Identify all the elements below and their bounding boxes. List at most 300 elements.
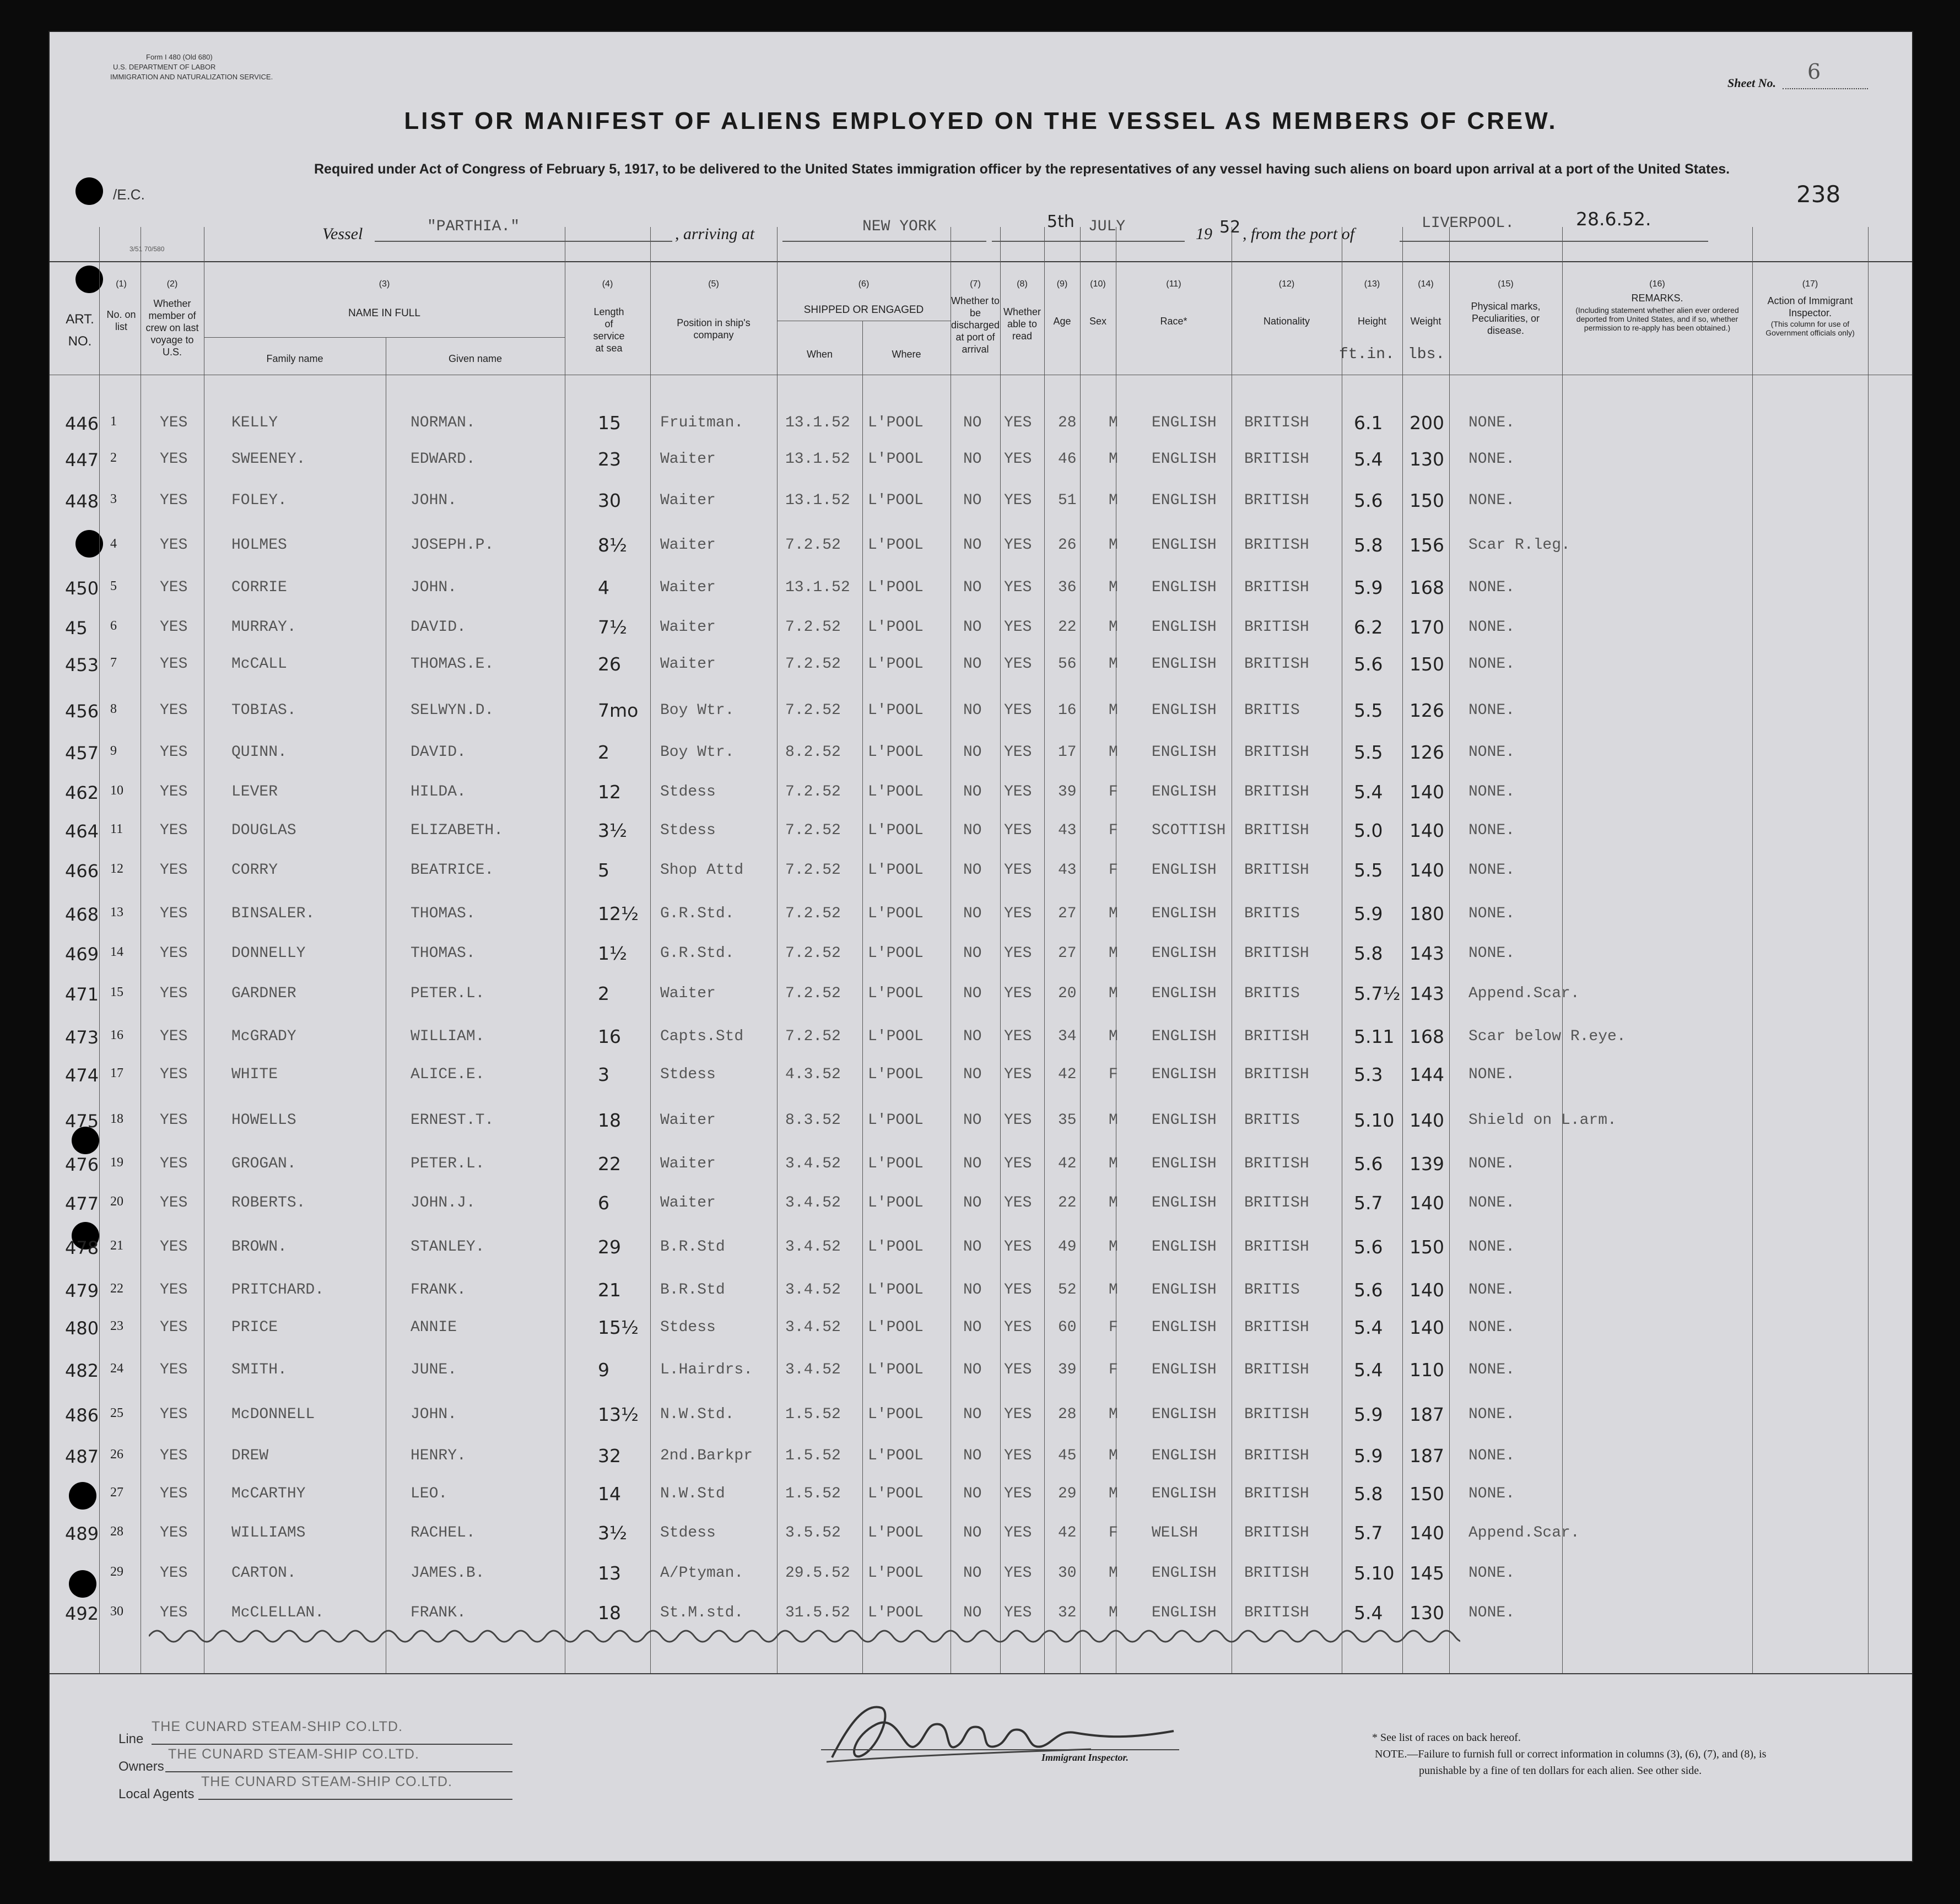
- physical-marks-cell: NONE.: [1468, 451, 1515, 468]
- art-number-cell: 480: [65, 1318, 99, 1339]
- col-header-physical-marks: Physical marks, Peculiarities, or disease.: [1471, 301, 1541, 336]
- age-cell: 45: [1058, 1447, 1077, 1464]
- height-cell: 5.6: [1354, 653, 1383, 675]
- given-name-cell: HENRY.: [411, 1447, 466, 1464]
- weight-cell: 145: [1410, 1562, 1444, 1584]
- physical-marks-cell: NONE.: [1468, 1281, 1515, 1299]
- service-length-cell: 8½: [598, 534, 627, 556]
- art-number-cell: 468: [65, 904, 99, 925]
- last-voyage-cell: YES: [160, 783, 188, 800]
- list-number-cell: 24: [110, 1361, 123, 1376]
- col-header-where: Where: [892, 349, 921, 360]
- last-voyage-cell: YES: [160, 619, 188, 636]
- list-number-cell: 12: [110, 862, 123, 876]
- given-name-cell: JOHN.: [411, 1406, 457, 1423]
- given-name-cell: DAVID.: [411, 619, 466, 636]
- list-number-cell: 21: [110, 1238, 123, 1253]
- list-number-cell: 2: [110, 451, 117, 465]
- physical-marks-cell: NONE.: [1468, 1447, 1515, 1464]
- height-cell: 5.10: [1354, 1562, 1395, 1584]
- discharged-cell: NO: [963, 537, 982, 554]
- nationality-cell: BRITISH: [1244, 1028, 1309, 1045]
- shipped-where-cell: L'POOL: [868, 579, 924, 596]
- family-name-cell: DOUGLAS: [231, 822, 296, 839]
- able-to-read-cell: YES: [1004, 1112, 1032, 1129]
- list-number-cell: 10: [110, 783, 123, 798]
- nationality-cell: BRITISH: [1244, 1447, 1309, 1464]
- art-number-cell: 469: [65, 944, 99, 965]
- service-length-cell: 1½: [598, 943, 627, 964]
- able-to-read-cell: YES: [1004, 492, 1032, 509]
- physical-marks-cell: NONE.: [1468, 905, 1515, 922]
- weight-cell: 143: [1410, 983, 1444, 1004]
- nationality-cell: BRITISH: [1244, 579, 1309, 596]
- race-cell: ENGLISH: [1152, 945, 1217, 962]
- shipped-where-cell: L'POOL: [868, 1406, 924, 1423]
- able-to-read-cell: YES: [1004, 656, 1032, 673]
- position-cell: B.R.Std: [660, 1281, 725, 1299]
- age-cell: 16: [1058, 702, 1077, 719]
- physical-marks-cell: NONE.: [1468, 619, 1515, 636]
- last-voyage-cell: YES: [160, 1604, 188, 1621]
- col-header-read: Whether able to read: [1003, 306, 1041, 342]
- list-number-cell: 1: [110, 414, 117, 429]
- nationality-cell: BRITISH: [1244, 1194, 1309, 1211]
- physical-marks-cell: NONE.: [1468, 1604, 1515, 1621]
- discharged-cell: NO: [963, 1447, 982, 1464]
- shipped-when-cell: 13.1.52: [785, 579, 850, 596]
- height-cell: 5.5: [1354, 742, 1383, 763]
- height-cell: 5.4: [1354, 781, 1383, 803]
- discharged-cell: NO: [963, 862, 982, 879]
- family-name-cell: ROBERTS.: [231, 1194, 306, 1211]
- given-name-cell: WILLIAM.: [411, 1028, 485, 1045]
- shipped-where-cell: L'POOL: [868, 1066, 924, 1083]
- service-length-cell: 15½: [598, 1317, 639, 1338]
- shipped-when-cell: 4.3.52: [785, 1066, 841, 1083]
- art-number-cell: 471: [65, 984, 99, 1005]
- family-name-cell: WILLIAMS: [231, 1524, 306, 1541]
- list-number-cell: 9: [110, 744, 117, 758]
- service-length-cell: 14: [598, 1483, 621, 1505]
- able-to-read-cell: YES: [1004, 1565, 1032, 1582]
- able-to-read-cell: YES: [1004, 862, 1032, 879]
- position-cell: Waiter: [660, 492, 716, 509]
- family-name-cell: PRICE: [231, 1319, 278, 1336]
- col-num-1: (1): [116, 279, 127, 289]
- shipped-when-cell: 7.2.52: [785, 822, 841, 839]
- list-number-cell: 5: [110, 579, 117, 593]
- col-divider: [1402, 227, 1403, 1673]
- art-number-cell: 486: [65, 1405, 99, 1426]
- service-length-cell: 16: [598, 1026, 621, 1047]
- position-cell: Waiter: [660, 1155, 716, 1172]
- physical-marks-cell: NONE.: [1468, 1361, 1515, 1378]
- age-cell: 52: [1058, 1281, 1077, 1299]
- given-name-cell: SELWYN.D.: [411, 702, 494, 719]
- race-cell: ENGLISH: [1152, 1238, 1217, 1256]
- nationality-cell: BRITIS: [1244, 702, 1300, 719]
- able-to-read-cell: YES: [1004, 1281, 1032, 1299]
- given-name-cell: PETER.L.: [411, 985, 485, 1002]
- sex-cell: M: [1109, 1028, 1118, 1045]
- age-cell: 22: [1058, 1194, 1077, 1211]
- height-cell: 5.6: [1354, 1279, 1383, 1301]
- shipped-where-cell: L'POOL: [868, 1565, 924, 1582]
- sex-cell: M: [1109, 492, 1118, 509]
- list-number-cell: 16: [110, 1028, 123, 1042]
- height-cell: 5.5: [1354, 700, 1383, 721]
- col-num-6: (6): [858, 279, 870, 289]
- art-number-cell: 474: [65, 1065, 99, 1086]
- able-to-read-cell: YES: [1004, 579, 1032, 596]
- sex-cell: F: [1109, 822, 1118, 839]
- shipped-where-cell: L'POOL: [868, 945, 924, 962]
- list-number-cell: 7: [110, 656, 117, 670]
- art-number-cell: 446: [65, 413, 99, 434]
- art-number-cell: 447: [65, 450, 99, 470]
- race-cell: ENGLISH: [1152, 744, 1217, 761]
- discharged-cell: NO: [963, 1565, 982, 1582]
- list-number-cell: 19: [110, 1155, 123, 1170]
- art-number-cell: 462: [65, 782, 99, 803]
- last-voyage-cell: YES: [160, 579, 188, 596]
- race-cell: ENGLISH: [1152, 656, 1217, 673]
- list-number-cell: 25: [110, 1406, 123, 1420]
- service-length-cell: 18: [598, 1110, 621, 1131]
- sex-cell: M: [1109, 1238, 1118, 1256]
- shipped-where-cell: L'POOL: [868, 1238, 924, 1256]
- weight-units: lbs.: [1408, 346, 1445, 363]
- position-cell: Waiter: [660, 579, 716, 596]
- service-length-cell: 23: [598, 448, 621, 470]
- able-to-read-cell: YES: [1004, 822, 1032, 839]
- family-name-cell: GROGAN.: [231, 1155, 296, 1172]
- last-voyage-cell: YES: [160, 492, 188, 509]
- shipped-when-cell: 29.5.52: [785, 1565, 850, 1582]
- discharged-cell: NO: [963, 1112, 982, 1129]
- given-name-cell: JOSEPH.P.: [411, 537, 494, 554]
- discharged-cell: NO: [963, 414, 982, 431]
- col-num-4: (4): [602, 279, 613, 289]
- shipped-where-cell: L'POOL: [868, 1604, 924, 1621]
- family-name-cell: FOLEY.: [231, 492, 287, 509]
- shipped-where-cell: L'POOL: [868, 783, 924, 800]
- able-to-read-cell: YES: [1004, 1485, 1032, 1502]
- height-cell: 5.6: [1354, 490, 1383, 511]
- sex-cell: M: [1109, 414, 1118, 431]
- sex-cell: F: [1109, 783, 1118, 800]
- discharged-cell: NO: [963, 579, 982, 596]
- owners-underline: [165, 1771, 512, 1772]
- family-name-cell: CORRY: [231, 862, 278, 879]
- race-cell: ENGLISH: [1152, 492, 1217, 509]
- family-name-cell: CARTON.: [231, 1565, 296, 1582]
- sex-cell: M: [1109, 1604, 1118, 1621]
- form-info: [77, 52, 273, 82]
- sex-cell: F: [1109, 1066, 1118, 1083]
- able-to-read-cell: YES: [1004, 702, 1032, 719]
- inspector-label: Immigrant Inspector.: [1041, 1752, 1129, 1763]
- art-number-cell: 477: [65, 1193, 99, 1214]
- shipped-where-cell: L'POOL: [868, 1319, 924, 1336]
- col-num-10: (10): [1090, 279, 1106, 289]
- service-length-cell: 30: [598, 490, 621, 511]
- weight-cell: 144: [1410, 1064, 1444, 1085]
- shipped-where-cell: L'POOL: [868, 1361, 924, 1378]
- discharged-cell: NO: [963, 492, 982, 509]
- discharged-cell: NO: [963, 744, 982, 761]
- nationality-cell: BRITISH: [1244, 537, 1309, 554]
- age-cell: 42: [1058, 1066, 1077, 1083]
- able-to-read-cell: YES: [1004, 1447, 1032, 1464]
- given-name-cell: JAMES.B.: [411, 1565, 485, 1582]
- shipped-where-cell: L'POOL: [868, 537, 924, 554]
- weight-cell: 180: [1410, 903, 1444, 924]
- sex-cell: M: [1109, 945, 1118, 962]
- col-divider: [1080, 227, 1081, 1673]
- discharged-cell: NO: [963, 1406, 982, 1423]
- agents-label: Local Agents: [118, 1787, 195, 1802]
- position-cell: Waiter: [660, 1112, 716, 1129]
- service-length-cell: 32: [598, 1445, 621, 1467]
- sex-cell: M: [1109, 1194, 1118, 1211]
- page-number: 238: [1796, 181, 1841, 208]
- given-name-cell: JUNE.: [411, 1361, 457, 1378]
- discharged-cell: NO: [963, 1194, 982, 1211]
- race-cell: ENGLISH: [1152, 702, 1217, 719]
- discharged-cell: NO: [963, 783, 982, 800]
- age-cell: 35: [1058, 1112, 1077, 1129]
- race-cell: ENGLISH: [1152, 1447, 1217, 1464]
- last-voyage-cell: YES: [160, 537, 188, 554]
- shipped-where-cell: L'POOL: [868, 744, 924, 761]
- position-cell: Waiter: [660, 451, 716, 468]
- discharged-cell: NO: [963, 451, 982, 468]
- able-to-read-cell: YES: [1004, 744, 1032, 761]
- race-cell: ENGLISH: [1152, 579, 1217, 596]
- family-name-cell: PRITCHARD.: [231, 1281, 325, 1299]
- list-number-cell: 27: [110, 1485, 123, 1500]
- height-cell: 5.0: [1354, 820, 1383, 841]
- position-cell: N.W.Std: [660, 1485, 725, 1502]
- position-cell: Fruitman.: [660, 414, 744, 431]
- sex-cell: F: [1109, 1361, 1118, 1378]
- able-to-read-cell: YES: [1004, 1194, 1032, 1211]
- position-cell: Stdess: [660, 783, 716, 800]
- family-name-cell: MURRAY.: [231, 619, 296, 636]
- art-number-cell: 476: [65, 1154, 99, 1175]
- able-to-read-cell: YES: [1004, 945, 1032, 962]
- races-note: * See list of races on back hereof.: [1372, 1732, 1521, 1744]
- weight-cell: 150: [1410, 1236, 1444, 1258]
- shipped-when-cell: 7.2.52: [785, 656, 841, 673]
- given-name-cell: PETER.L.: [411, 1155, 485, 1172]
- physical-marks-cell: NONE.: [1468, 822, 1515, 839]
- shipped-when-cell: 7.2.52: [785, 985, 841, 1002]
- discharged-cell: NO: [963, 1361, 982, 1378]
- shipped-where-cell: L'POOL: [868, 862, 924, 879]
- physical-marks-cell: NONE.: [1468, 1485, 1515, 1502]
- sex-cell: M: [1109, 1565, 1118, 1582]
- given-name-cell: LEO.: [411, 1485, 448, 1502]
- discharged-cell: NO: [963, 1066, 982, 1083]
- list-number-cell: 29: [110, 1565, 123, 1579]
- able-to-read-cell: YES: [1004, 783, 1032, 800]
- family-name-cell: GARDNER: [231, 985, 296, 1002]
- list-number-cell: 14: [110, 945, 123, 959]
- shipped-where-cell: L'POOL: [868, 1485, 924, 1502]
- list-number-cell: 26: [110, 1447, 123, 1462]
- last-voyage-cell: YES: [160, 1194, 188, 1211]
- shipped-when-cell: 1.5.52: [785, 1447, 841, 1464]
- shipped-where-cell: L'POOL: [868, 1524, 924, 1541]
- shipped-when-cell: 7.2.52: [785, 1028, 841, 1045]
- position-cell: Boy Wtr.: [660, 702, 735, 719]
- list-number-cell: 28: [110, 1524, 123, 1539]
- position-cell: A/Ptyman.: [660, 1565, 744, 1582]
- height-cell: 5.11: [1354, 1026, 1395, 1047]
- discharged-cell: NO: [963, 1281, 982, 1299]
- given-name-cell: ELIZABETH.: [411, 822, 504, 839]
- age-cell: 39: [1058, 783, 1077, 800]
- height-cell: 5.8: [1354, 534, 1383, 556]
- col-header-when: When: [806, 349, 833, 360]
- penalty-note-cont: punishable by a fine of ten dollars for each alien. See other side.: [1419, 1765, 1702, 1777]
- age-cell: 28: [1058, 1406, 1077, 1423]
- art-number-cell: 475: [65, 1111, 99, 1132]
- service-length-cell: 18: [598, 1602, 621, 1624]
- height-cell: 5.8: [1354, 943, 1383, 964]
- age-cell: 42: [1058, 1155, 1077, 1172]
- col-divider: [1752, 227, 1753, 1673]
- weight-cell: 143: [1410, 943, 1444, 964]
- year-prefix: 19: [1196, 225, 1212, 243]
- shipped-when-cell: 7.2.52: [785, 702, 841, 719]
- shipped-when-cell: 3.4.52: [785, 1194, 841, 1211]
- col-header-name: NAME IN FULL: [348, 307, 420, 319]
- shipped-where-cell: L'POOL: [868, 1447, 924, 1464]
- physical-marks-cell: NONE.: [1468, 945, 1515, 962]
- last-voyage-cell: YES: [160, 945, 188, 962]
- art-number-cell: 487: [65, 1446, 99, 1467]
- from-label: , from the port of: [1243, 225, 1355, 243]
- able-to-read-cell: YES: [1004, 905, 1032, 922]
- weight-cell: 140: [1410, 1279, 1444, 1301]
- col-divider: [650, 227, 651, 1673]
- family-name-cell: KELLY: [231, 414, 278, 431]
- family-name-cell: CORRIE: [231, 579, 287, 596]
- position-cell: Waiter: [660, 619, 716, 636]
- able-to-read-cell: YES: [1004, 414, 1032, 431]
- position-cell: Stdess: [660, 1066, 716, 1083]
- sheet-number: 6: [1807, 60, 1821, 84]
- col-header-discharged: Whether to be discharged at port of arrival: [951, 295, 1000, 355]
- col-divider: [99, 227, 100, 1673]
- nationality-cell: BRITISH: [1244, 656, 1309, 673]
- weight-cell: 168: [1410, 1026, 1444, 1047]
- arrival-day: 5th: [1047, 212, 1075, 231]
- given-name-cell: THOMAS.: [411, 905, 476, 922]
- race-cell: ENGLISH: [1152, 1406, 1217, 1423]
- weight-cell: 140: [1410, 859, 1444, 881]
- given-name-cell: ANNIE: [411, 1319, 457, 1336]
- able-to-read-cell: YES: [1004, 1155, 1032, 1172]
- height-cell: 5.3: [1354, 1064, 1383, 1085]
- department: U.S. DEPARTMENT OF LABOR: [113, 63, 216, 71]
- last-voyage-cell: YES: [160, 702, 188, 719]
- service-length-cell: 21: [598, 1279, 621, 1301]
- height-cell: 5.4: [1354, 1602, 1383, 1624]
- discharged-cell: NO: [963, 1485, 982, 1502]
- table-top-rule: [50, 261, 1912, 262]
- race-cell: ENGLISH: [1152, 1319, 1217, 1336]
- nationality-cell: BRITIS: [1244, 1281, 1300, 1299]
- given-name-cell: ERNEST.T.: [411, 1112, 494, 1129]
- punch-hole: [75, 177, 103, 205]
- family-name-cell: WHITE: [231, 1066, 278, 1083]
- last-voyage-cell: YES: [160, 1485, 188, 1502]
- nationality-cell: BRITISH: [1244, 414, 1309, 431]
- form-number: Form I 480 (Old 680): [146, 53, 213, 61]
- given-name-cell: BEATRICE.: [411, 862, 494, 879]
- service-length-cell: 6: [598, 1192, 609, 1214]
- ref-code-secondary: 3/51 70/580: [129, 245, 165, 253]
- last-voyage-cell: YES: [160, 1319, 188, 1336]
- family-name-cell: TOBIAS.: [231, 702, 296, 719]
- able-to-read-cell: YES: [1004, 1604, 1032, 1621]
- service-length-cell: 3½: [598, 1522, 627, 1544]
- list-number-cell: 11: [110, 822, 123, 836]
- weight-cell: 140: [1410, 781, 1444, 803]
- closing-wavy-line: [149, 1622, 1460, 1650]
- list-number-cell: 3: [110, 492, 117, 506]
- physical-marks-cell: Append.Scar.: [1468, 985, 1580, 1002]
- position-cell: B.R.Std: [660, 1238, 725, 1256]
- nationality-cell: BRITISH: [1244, 1604, 1309, 1621]
- discharged-cell: NO: [963, 822, 982, 839]
- shipped-when-cell: 3.4.52: [785, 1238, 841, 1256]
- physical-marks-cell: NONE.: [1468, 862, 1515, 879]
- height-cell: 5.8: [1354, 1483, 1383, 1505]
- race-cell: ENGLISH: [1152, 783, 1217, 800]
- list-number-cell: 6: [110, 619, 117, 633]
- position-cell: St.M.std.: [660, 1604, 744, 1621]
- last-voyage-cell: YES: [160, 1155, 188, 1172]
- race-cell: ENGLISH: [1152, 619, 1217, 636]
- table-bottom-rule: [50, 1673, 1912, 1674]
- able-to-read-cell: YES: [1004, 537, 1032, 554]
- given-name-cell: STANLEY.: [411, 1238, 485, 1256]
- col-header-position: Position in ship's company: [677, 317, 750, 340]
- inspector-signature: [816, 1691, 1201, 1768]
- col-num-16: (16): [1649, 279, 1665, 289]
- last-voyage-cell: YES: [160, 1238, 188, 1256]
- weight-cell: 126: [1410, 742, 1444, 763]
- nationality-cell: BRITISH: [1244, 1565, 1309, 1582]
- nationality-cell: BRITISH: [1244, 1238, 1309, 1256]
- art-number-cell: 457: [65, 743, 99, 764]
- col-divider: [1562, 227, 1563, 1673]
- age-cell: 20: [1058, 985, 1077, 1002]
- physical-marks-cell: NONE.: [1468, 1155, 1515, 1172]
- service-length-cell: 7mo: [598, 700, 639, 721]
- shipped-when-cell: 13.1.52: [785, 414, 850, 431]
- nationality-cell: BRITISH: [1244, 1155, 1309, 1172]
- able-to-read-cell: YES: [1004, 1066, 1032, 1083]
- arriving-label: , arriving at: [675, 225, 755, 243]
- weight-cell: 130: [1410, 448, 1444, 470]
